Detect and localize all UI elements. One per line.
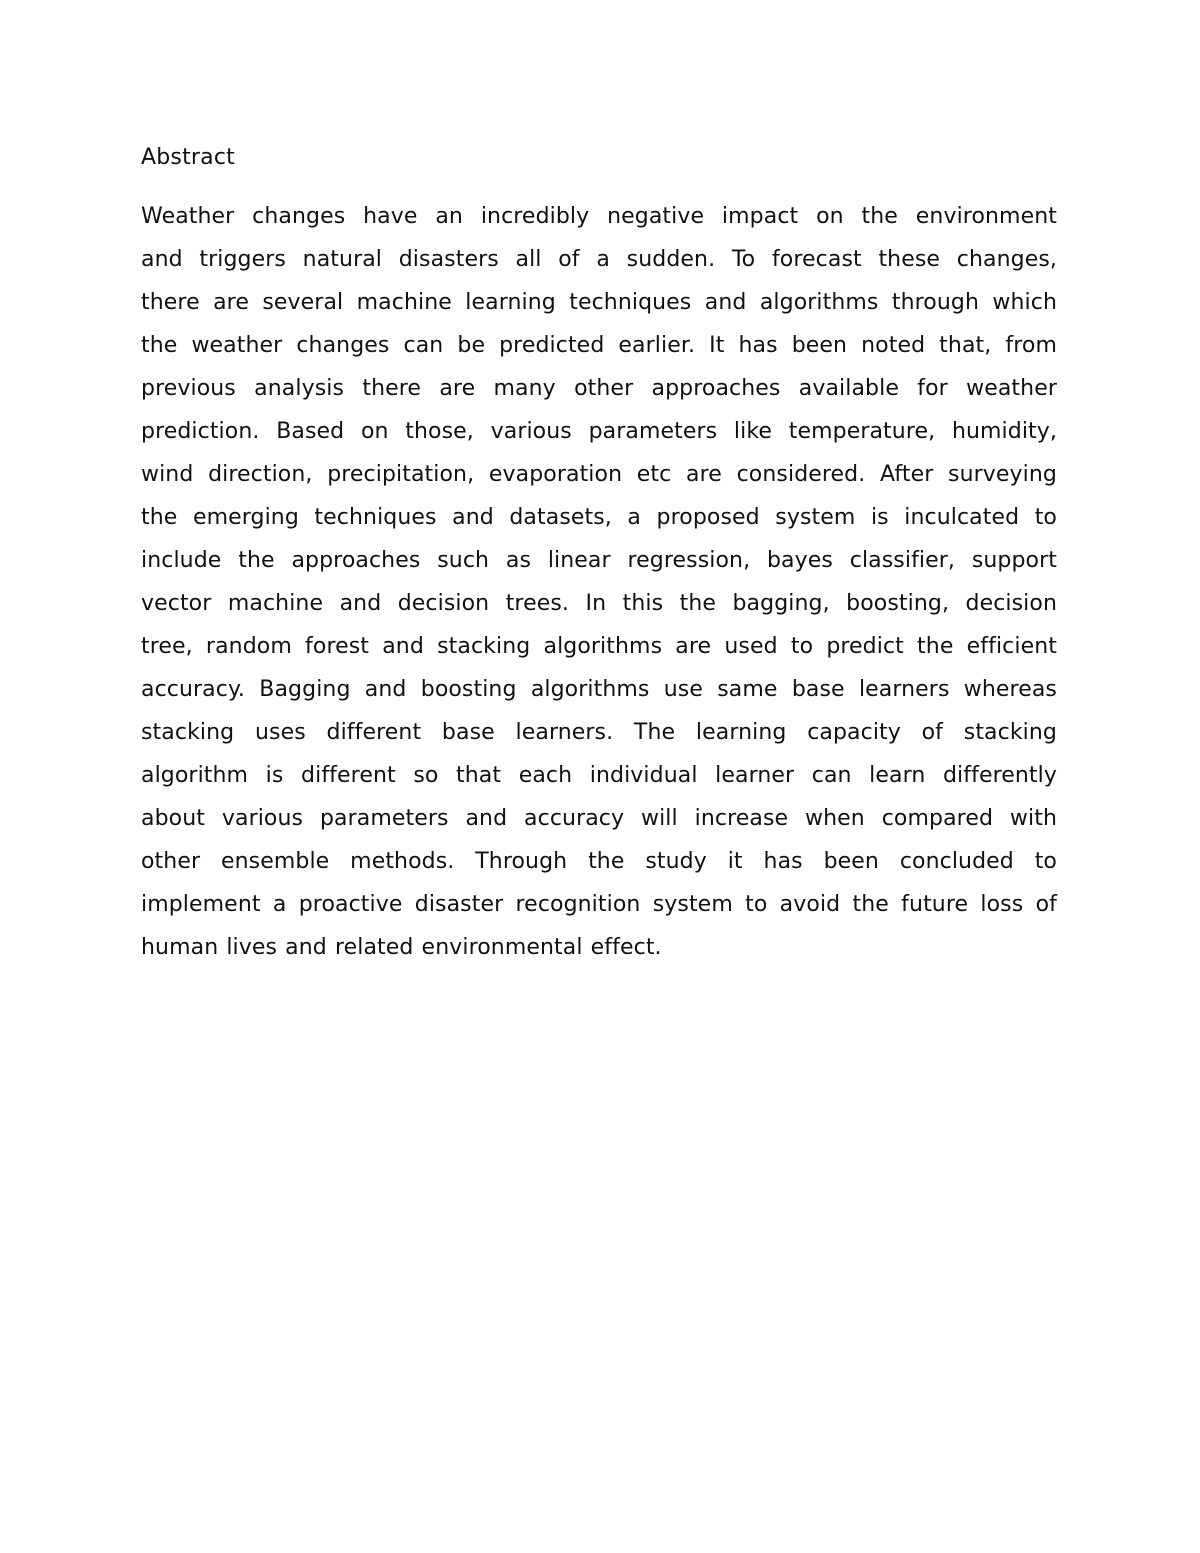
abstract-line: Weather changes have an incredibly negative impact on the environment <box>141 204 1057 229</box>
abstract-line: the weather changes can be predicted earlier. It has been noted that, from <box>141 333 1057 358</box>
abstract-line: accuracy. Bagging and boosting algorithms use same base learners whereas <box>141 677 1057 702</box>
abstract-line: prediction. Based on those, various parameters like temperature, humidity, <box>141 419 1057 444</box>
abstract-line: wind direction, precipitation, evaporation etc are considered. After surveying <box>141 462 1057 487</box>
abstract-heading: Abstract <box>141 145 235 170</box>
abstract-line: implement a proactive disaster recognition system to avoid the future loss of <box>141 892 1057 917</box>
abstract-section <box>141 136 1057 969</box>
abstract-line: there are several machine learning techniques and algorithms through which <box>141 290 1057 315</box>
abstract-line: algorithm is different so that each individual learner can learn differently <box>141 763 1057 788</box>
abstract-body <box>141 195 1057 969</box>
abstract-line: tree, random forest and stacking algorithms are used to predict the efficient <box>141 634 1057 659</box>
abstract-line: other ensemble methods. Through the study it has been concluded to <box>141 849 1057 874</box>
abstract-line: previous analysis there are many other approaches available for weather <box>141 376 1057 401</box>
abstract-line: stacking uses different base learners. The learning capacity of stacking <box>141 720 1057 745</box>
abstract-line: and triggers natural disasters all of a sudden. To forecast these changes, <box>141 247 1057 272</box>
abstract-line-last: human lives and related environmental effect. <box>141 935 662 960</box>
abstract-line: vector machine and decision trees. In this the bagging, boosting, decision <box>141 591 1057 616</box>
abstract-line: the emerging techniques and datasets, a proposed system is inculcated to <box>141 505 1057 530</box>
abstract-line: about various parameters and accuracy will increase when compared with <box>141 806 1057 831</box>
abstract-line: include the approaches such as linear regression, bayes classifier, support <box>141 548 1057 573</box>
